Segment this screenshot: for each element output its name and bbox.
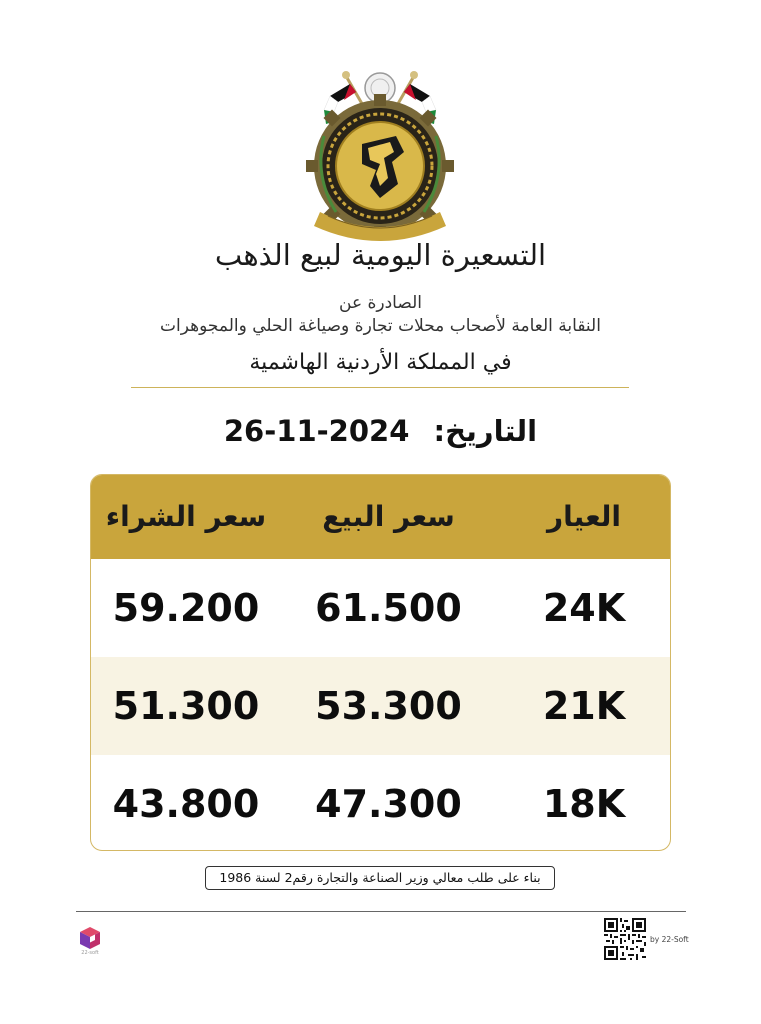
brand-small-text: 22-soft: [81, 950, 99, 956]
date-value: 26-11-2024: [223, 414, 410, 448]
date-row: [0, 414, 761, 448]
buy-price-cell: 59.200: [112, 586, 260, 630]
regulation-note: بناء على طلب معالي وزير الصناعة والتجارة رقم2 لسنة 1986: [205, 866, 555, 890]
karat-cell: 21K: [542, 684, 626, 728]
karat-cell: 24K: [542, 586, 626, 630]
table-row: [91, 559, 670, 657]
sell-price-cell: 61.500: [315, 586, 462, 630]
table-header: [91, 475, 670, 559]
table-row: [91, 657, 670, 755]
buy-price-cell: 51.300: [112, 684, 260, 728]
sell-price-cell: 47.300: [315, 782, 462, 826]
union-emblem-logo: [300, 66, 460, 244]
sell-price-cell: 53.300: [315, 684, 462, 728]
emblem-icon: [300, 66, 460, 244]
union-name: النقابة العامة لأصحاب محلات تجارة وصياغة الحلي والمجوهرات: [160, 316, 601, 336]
date-label: التاريخ:: [433, 414, 538, 448]
kingdom-label: في المملكة الأردنية الهاشمية: [249, 350, 512, 375]
header-divider: [131, 387, 629, 388]
issued-by-label: الصادرة عن: [339, 293, 422, 313]
page-title: التسعيرة اليومية لبيع الذهب: [214, 238, 547, 272]
karat-cell: 18K: [542, 782, 626, 826]
credit-text: by 22-Soft: [650, 935, 689, 944]
header-sell-price: سعر البيع: [322, 500, 455, 533]
cube-logo-icon: [79, 926, 101, 950]
footer-divider: [76, 911, 686, 912]
header-buy-price: سعر الشراء: [105, 500, 267, 533]
qr-code-icon: [604, 918, 646, 960]
table-row: [91, 755, 670, 851]
price-table: [90, 474, 671, 851]
header-karat: العيار: [547, 500, 621, 533]
buy-price-cell: 43.800: [112, 782, 260, 826]
